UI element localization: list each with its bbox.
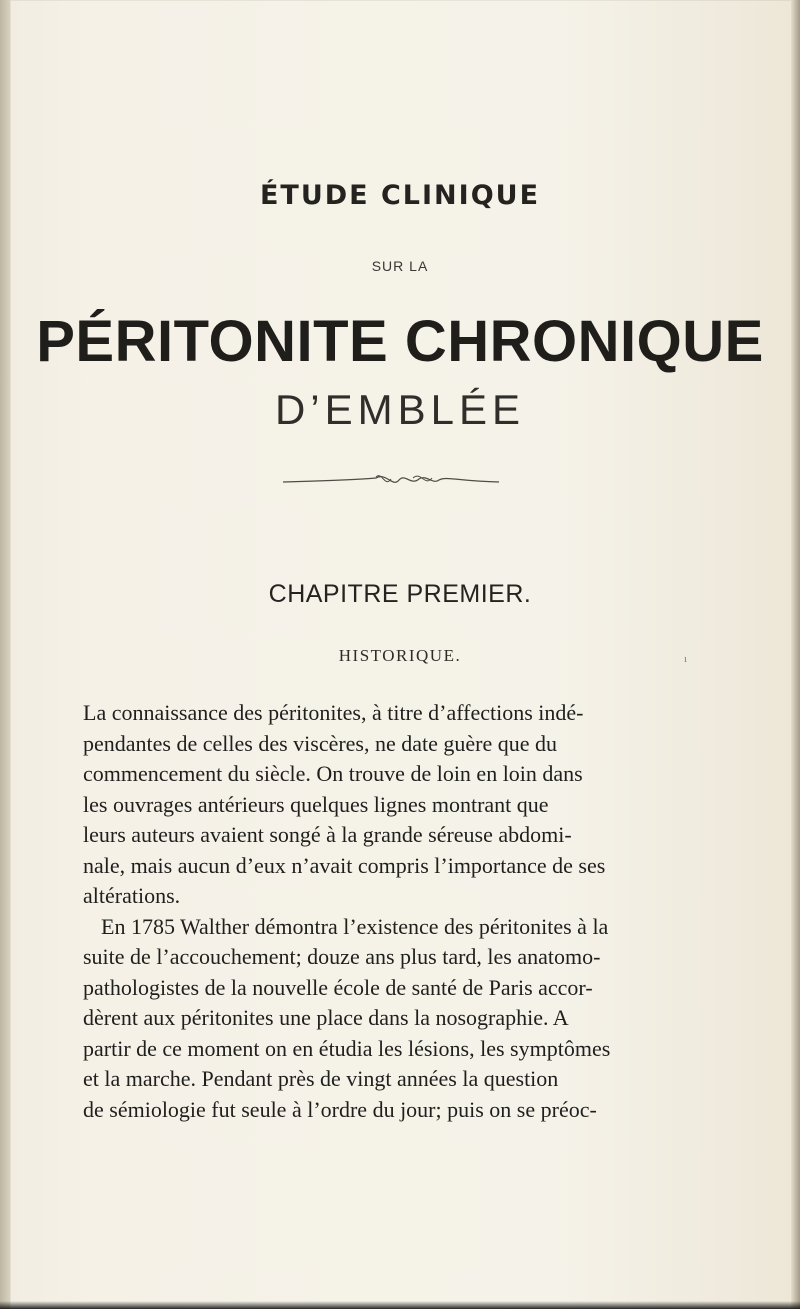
text-line: altérations. <box>83 883 181 908</box>
subtitle: D’EMBLÉE <box>274 386 526 433</box>
decorative-divider <box>281 470 501 490</box>
text-line: suite de l’accouchement; douze ans plus tard, les anatomo- <box>83 944 601 969</box>
running-title: ÉTUDE CLINIQUE <box>259 180 541 211</box>
text-line: commencement du siècle. On trouve de loin en loin dans <box>83 761 583 786</box>
text-line: pathologistes de la nouvelle école de santé de Paris accor- <box>83 974 593 1000</box>
text-line: nale, mais aucun d’eux n’avait compris l’importance de ses <box>83 852 606 878</box>
text-line: leurs auteurs avaient songé à la grande séreuse abdomi- <box>83 822 572 847</box>
sur-la-label: SUR LA <box>371 258 429 274</box>
chapter-heading: CHAPITRE PREMIER. <box>268 580 532 608</box>
body-text <box>83 698 697 1125</box>
section-heading: HISTORIQUE. <box>338 646 462 665</box>
text-line: de sémiologie fut seule à l’ordre du jour; puis on se préoc- <box>83 1096 597 1122</box>
text-line: les ouvrages antérieurs quelques lignes montrant que <box>83 791 549 817</box>
text-line: pendantes de celles des viscères, ne date guère que du <box>83 730 558 756</box>
margin-mark: ı <box>684 653 688 665</box>
text-line: En 1785 Walther démontra l’existence des péritonites à la <box>101 913 609 939</box>
text-line: dèrent aux péritonites une place dans la nosographie. A <box>83 1005 569 1030</box>
text-line: La connaissance des péritonites, à titre d’affections indé- <box>83 700 584 725</box>
main-title: PÉRITONITE CHRONIQUE <box>36 309 764 374</box>
text-line: et la marche. Pendant près de vingt années la question <box>83 1066 559 1091</box>
bottom-edge-shadow <box>0 1301 800 1309</box>
text-line: partir de ce moment on en étudia les lésions, les symptômes <box>83 1035 611 1061</box>
